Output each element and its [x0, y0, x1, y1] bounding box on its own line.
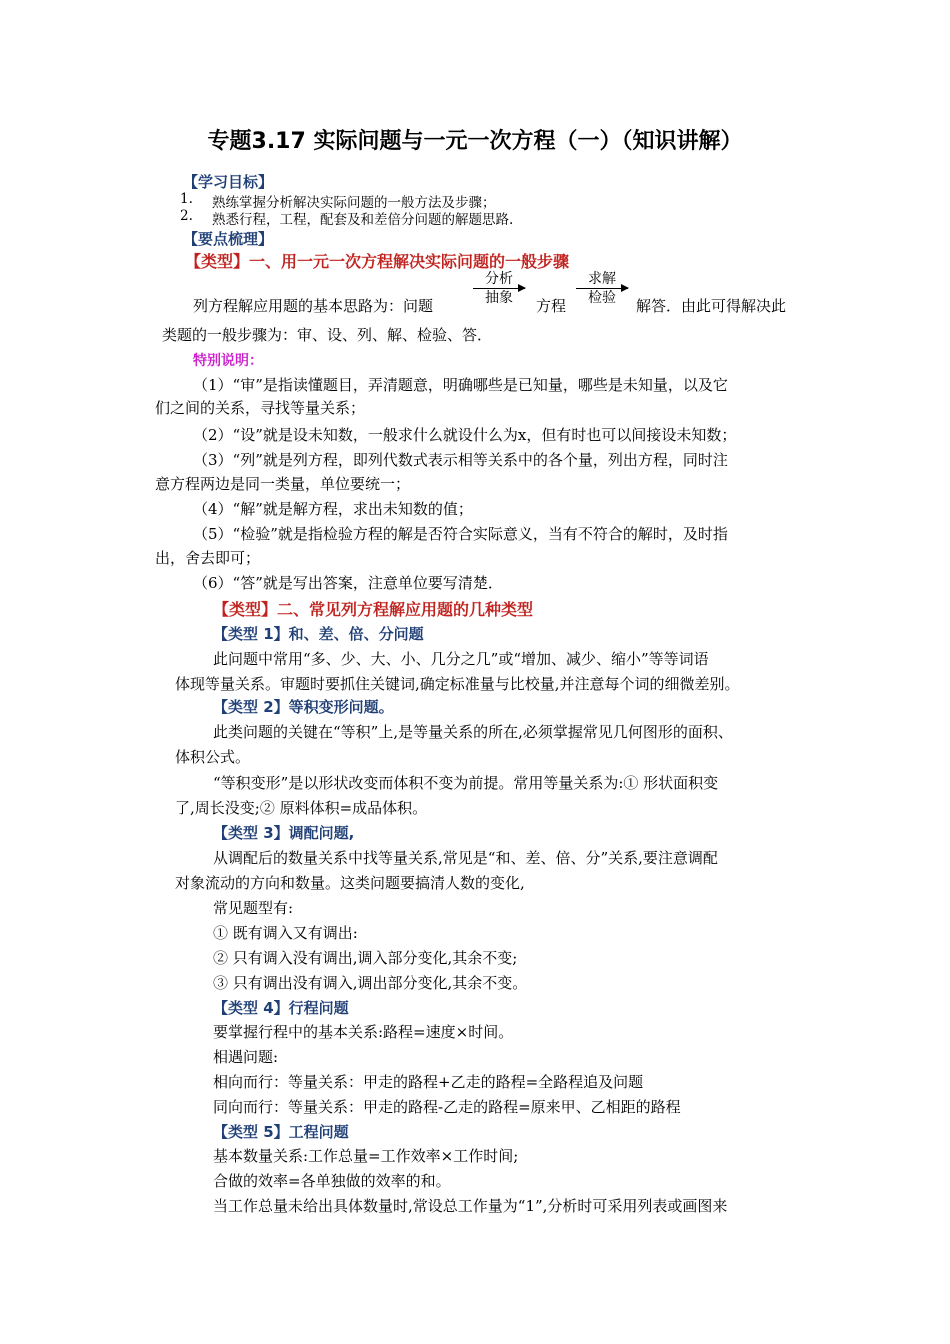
goal-text-1: 熟练掌握分析解决实际问题的一般方法及步骤；	[212, 195, 496, 211]
type5-line: 基本数量关系:工作总量=工作效率×工作时间;	[213, 1147, 519, 1165]
type4-heading: 【类型 4】行程问题	[213, 999, 349, 1017]
solve-arrow	[576, 271, 628, 306]
note-line: （2）“设”就是设未知数，一般求什么就设什么为x，但有时也可以间接设未知数；	[193, 426, 737, 444]
type5-heading: 【类型 5】工程问题	[213, 1123, 349, 1141]
note-line: （4）“解”就是解方程，求出未知数的值；	[193, 500, 473, 518]
type3-heading: 【类型 3】调配问题,	[213, 824, 355, 842]
section1-heading: 【类型】一、用一元一次方程解决实际问题的一般步骤	[185, 252, 570, 271]
type3-line: 对象流动的方向和数量。这类问题要搞清人数的变化,	[175, 874, 525, 892]
type2-line: “等积变形”是以形状改变而体积不变为前提。常用等量关系为:① 形状面积变	[213, 774, 719, 792]
type1-line: 体现等量关系。审题时要抓住关键词,确定标准量与比校量,并注意每个词的细微差别。	[175, 675, 740, 693]
analyze-arrow	[473, 271, 525, 306]
right-arrow-icon	[473, 288, 525, 289]
learning-goals-header: 【学习目标】	[183, 173, 274, 191]
page-title: 专题3.17 实际问题与一元一次方程（一）（知识讲解）	[207, 129, 743, 154]
type3-line: 从调配后的数量关系中找等量关系,常见是“和、差、倍、分”关系,要注意调配	[213, 849, 718, 867]
note-line: 意方程两边是同一类量，单位要统一；	[155, 475, 411, 493]
flow-middle: 方程	[536, 297, 567, 315]
key-points-header: 【要点梳理】	[183, 230, 274, 248]
note-line: （6）“答”就是写出答案，注意单位要写清楚．	[193, 574, 503, 592]
note-line: （3）“列”就是列方程，即列代数式表示相等关系中的各个量，列出方程，同时注	[193, 451, 728, 469]
goal-text-2: 熟悉行程，工程，配套及和差倍分问题的解题思路.	[212, 212, 514, 228]
type3-line: ① 既有调入又有调出:	[213, 924, 358, 942]
type2-line: 此类问题的关键在“等积”上,是等量关系的所在,必须掌握常见几何图形的面积、	[213, 723, 733, 741]
type5-line: 当工作总量未给出具体数量时,常设总工作量为“1”,分析时可采用列表或画图来	[213, 1197, 728, 1215]
flow-prefix: 列方程解应用题的基本思路为：问题	[193, 297, 434, 315]
note-line: （1）“审”是指读懂题目，弄清题意，明确哪些是已知量，哪些是未知量，以及它	[193, 376, 728, 394]
section2-heading: 【类型】二、常见列方程解应用题的几种类型	[213, 600, 534, 619]
flow-suffix: 解答．由此可得解决此	[636, 297, 787, 315]
steps-line: 类题的一般步骤为：审、设、列、解、检验、答．	[162, 326, 493, 344]
type5-line: 合做的效率=各单独做的效率的和。	[213, 1172, 451, 1190]
arrow-label-solve: 求解	[588, 271, 616, 287]
type4-line: 相遇问题:	[213, 1048, 279, 1066]
type1-line: 此问题中常用“多、少、大、小、几分之几”或“增加、减少、缩小”等等词语	[213, 650, 709, 668]
arrow-label-verify: 检验	[588, 290, 616, 306]
type1-heading: 【类型 1】和、差、倍、分问题	[213, 625, 424, 643]
arrow-label-abstract: 抽象	[485, 290, 513, 306]
note-line: （5）“检验”就是指检验方程的解是否符合实际意义，当有不符合的解时，及时指	[193, 525, 728, 543]
type2-line: 体积公式。	[175, 748, 251, 766]
type3-line: ② 只有调入没有调出,调入部分变化,其余不变;	[213, 949, 518, 967]
type2-heading: 【类型 2】等积变形问题。	[213, 698, 394, 716]
type4-line: 同向而行：等量关系：甲走的路程-乙走的路程=原来甲、乙相距的路程	[213, 1098, 681, 1116]
right-arrow-icon	[576, 288, 628, 289]
type3-line: 常见题型有:	[213, 899, 294, 917]
type2-line: 了,周长没变;② 原料体积=成品体积。	[175, 799, 428, 817]
type4-line: 要掌握行程中的基本关系:路程=速度×时间。	[213, 1023, 514, 1041]
goal-number-2: 2.	[180, 208, 193, 224]
note-line: 出，舍去即可；	[155, 549, 261, 567]
type4-line: 相向而行：等量关系：甲走的路程+乙走的路程=全路程追及问题	[213, 1073, 644, 1091]
special-note-title: 特别说明：	[193, 353, 263, 369]
type3-line: ③ 只有调出没有调入,调出部分变化,其余不变。	[213, 974, 528, 992]
arrow-label-analyze: 分析	[485, 271, 513, 287]
goal-number-1: 1.	[180, 191, 193, 207]
note-line: 们之间的关系，寻找等量关系；	[155, 399, 366, 417]
